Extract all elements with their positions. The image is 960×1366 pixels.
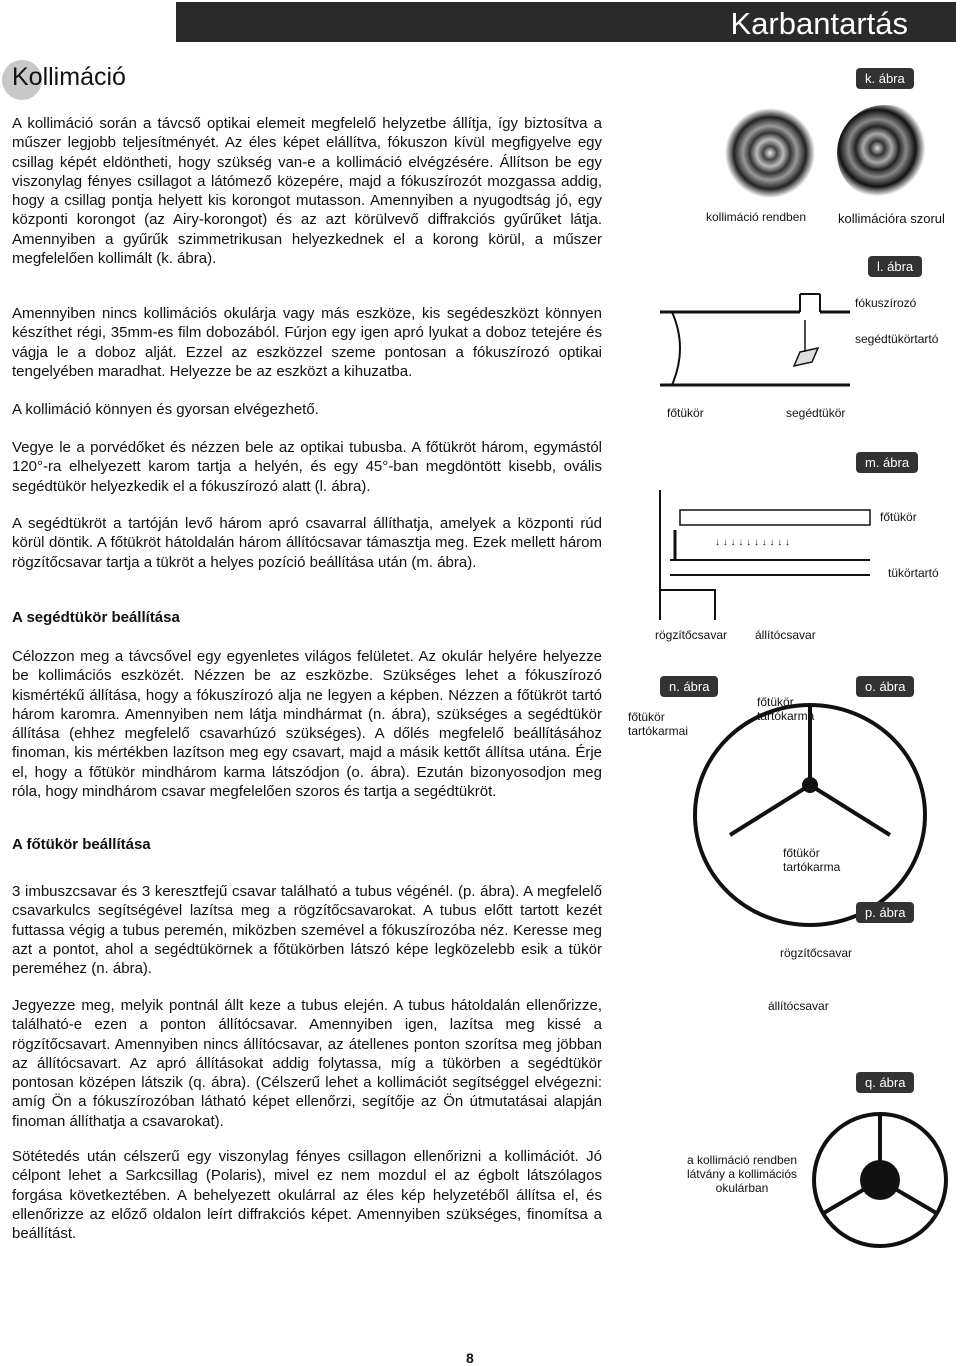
figure-l-badge: l. ábra (868, 256, 922, 277)
figure-l-tube-diagram (660, 290, 850, 405)
figure-l-label-primary: főtükör (667, 406, 704, 420)
figure-l-label-secondary: segédtükör (786, 406, 846, 420)
figure-o-badge: o. ábra (856, 676, 914, 697)
paragraph-primary-2: Jegyezze meg, melyik pontnál állt keze a tubus elején. A tubus hátoldalán ellenőrizze, található-e ezen a ponton állítócsavar. Amennyiben igen, lazítsa meg kissé a rögzítőcsavart. Amennyiben nincs állítócsavar, az átellenes ponton szorítsa meg jöbban az állítócsavart. Az apró állításokat addig folytassa, míg a tükörben a segédtükör pontosan középen látszik (q. ábra). (Célszerű lehet a kollimációt segítséggel elvégezni: amíg Ön a fókuszírozóban látható képet ellenőrzi, segítője az Ön útmutatásai alapján finoman állíthatja a csavarokat). (12, 997, 602, 1130)
figure-p-label-locking: rögzítőcsavar (780, 946, 853, 960)
paragraph-intro: A kollimáció során a távcső optikai elemeit megfelelő helyzetbe állítja, így biztosítva a műszer legjobb teljesítményét. Az éles képet elállítva, fókuszon kívül megfigyelve egy csillag képét eldöntheti, hogy szükség van-e a kollimáció elvégzésére. Állítson be egy viszonylag fényes csillagot a látómező közepére, majd a fókuszírozót mozgassa addig, hogy a csillag pontja helyett kis korongot mutasson. Amennyiben a nyugodtság jó, egy központi korongot (az Airy-korongot) és az azt körülvevő diffrakciós gyűrűket látja. Amennyiben a gyűrűk szimmetrikusan helyezkednek el a korong körül, a műszer megfelelően kollimált (k. ábra). (12, 115, 602, 268)
figure-m-label-cell: tükörtartó (888, 566, 939, 580)
figure-m-label-adjusting: állítócsavar (755, 628, 816, 642)
figure-l-label-focuser: fókuszírozó (855, 296, 917, 310)
heading-secondary-adjust: A segédtükör beállítása (12, 609, 180, 626)
heading-primary-adjust: A főtükör beállítása (12, 836, 151, 853)
figure-k-badge: k. ábra (856, 68, 914, 89)
paragraph-easy: A kollimáció könnyen és gyorsan elvégezhető. (12, 401, 319, 418)
page-header-title: Karbantartás (730, 6, 908, 41)
paragraph-view: Vegye le a porvédőket és nézzen bele az optikai tubusba. A főtükröt három, egymástól 120°-ra elhelyezett karom tartja a helyén, és egy 45°-ban megdöntött kisebb, ovális segédtükör helyezkedik el a fókuszírozó alatt (l. ábra). (12, 439, 602, 495)
figure-p-label-adjusting: állítócsavar (768, 999, 829, 1013)
figure-k-label-ok: kollimáció rendben (706, 210, 807, 224)
header-bar (176, 2, 956, 42)
figure-o-label-clip-top: főtükör tartókarma (757, 695, 815, 723)
figure-n-badge: n. ábra (660, 676, 718, 697)
paragraph-primary: 3 imbuszcsavar és 3 keresztfejű csavar található a tubus végénél. (p. ábra). A megfelelő csavarkulcs segítségével lazítsa meg a rögzítőcsavarokat. A tubus előtt tartott kezét futtassa végig a tubus peremén, miközben szemével a fókuszírozóba néz. Keresse meg azt a pontot, ahol a segédtükörnek a főtükörben látszó képe legközelebb esik a tükör pereméhez (n. ábra). (12, 883, 602, 978)
paragraph-secondary: Célozzon meg a távcsővel egy egyenletes világos felületet. Az okulár helyére helyezze be kollimációs eszközét. Nézzen be az eszközbe. Szükséges lehet a fókuszírozó kismértékű állítása, hogy a fókuszírozó alja ne legyen a képben. Nézzen a főtükröt tartó három karomra. Amennyiben nem látja mindhármat (n. ábra), szükséges a segédtükör állítása (ehhez megfelelő csavarhúzó szükséges). A dőlés megfelelő beállításához finoman, kis mértékben lazítson meg egy csavart, majd a másik kettőt állítsa utána. Érje el, hogy a főtükör mindhárom karma látszódjon (o. ábra). Ezután bizonyosodjon meg róla, hogy mindhárom csavar megfelelően szoros és tartja a segédtükröt. (12, 648, 602, 801)
star-image-bad (837, 105, 933, 201)
figure-k-diffraction (725, 105, 955, 205)
star-image-ok (725, 108, 815, 198)
figure-q-caption: a kollimáció rendben látvány a kollimációs okulárban (686, 1153, 798, 1195)
paragraph-tool: Amennyiben nincs kollimációs okulárja vagy más eszköze, kis segédeszközt könnyen készíthet régi, 35mm-es film dobozából. Fúrjon egy igen apró lyukat a doboz tetejére és vágja le a doboz alját. Ezzel az eszközzel szeme pontosan a fókuszírozó optikai tengelyében maradhat. Helyezze be az eszközt a kihuzatba. (12, 305, 602, 380)
figure-k-label-bad: kollimációra szorul (838, 211, 945, 226)
paragraph-screws: A segédtükröt a tartóján levő három apró csavarral állíthatja, amelyek a központi rúd körül döntik. A főtükröt hátoldalán három állítócsavar támasztja meg. Ezek mellett három rögzítőcsavar tartja a tükröt a helyes pozíció beállítása után (m. ábra). (12, 515, 602, 571)
figure-m-label-locking: rögzítőcsavar (655, 628, 728, 642)
section-title: Kollimáció (12, 63, 126, 91)
figure-no-mirror-view (690, 725, 930, 835)
figure-m-cell-diagram (655, 490, 870, 620)
figure-m-label-primary: főtükör (880, 510, 917, 524)
paragraph-star-test: Sötétedés után célszerű egy viszonylag fényes csillagon ellenőrizni a kollimációt. Jó célpont lehet a Sarkcsillag (Polaris), mivel ez nem mozdul el az égbolt látszólagos forgása következtében. A behelyezett okulárral az éles kép helyzetéből állítsa el, és ellenőrizze az előző oldalon leírt diffrakciós képet. Amennyiben szükséges, finomítsa a beállítást. (12, 1148, 602, 1243)
figure-q-mirror-view (800, 1110, 950, 1240)
figure-l-label-secondary-holder: segédtükörtartó (855, 332, 939, 346)
figure-p-badge: p. ábra (856, 902, 914, 923)
figure-m-badge: m. ábra (856, 452, 918, 473)
figure-n-label-clips: főtükör tartókarmai (628, 710, 689, 738)
figure-q-badge: q. ábra (856, 1072, 914, 1093)
figure-o-label-clip-bottom: főtükör tartókarma (783, 846, 841, 874)
svg-text:↓ ↓ ↓ ↓ ↓ ↓ ↓ ↓ ↓ ↓: ↓ ↓ ↓ ↓ ↓ ↓ ↓ ↓ ↓ ↓ (715, 537, 791, 548)
page-number: 8 (466, 1350, 474, 1366)
